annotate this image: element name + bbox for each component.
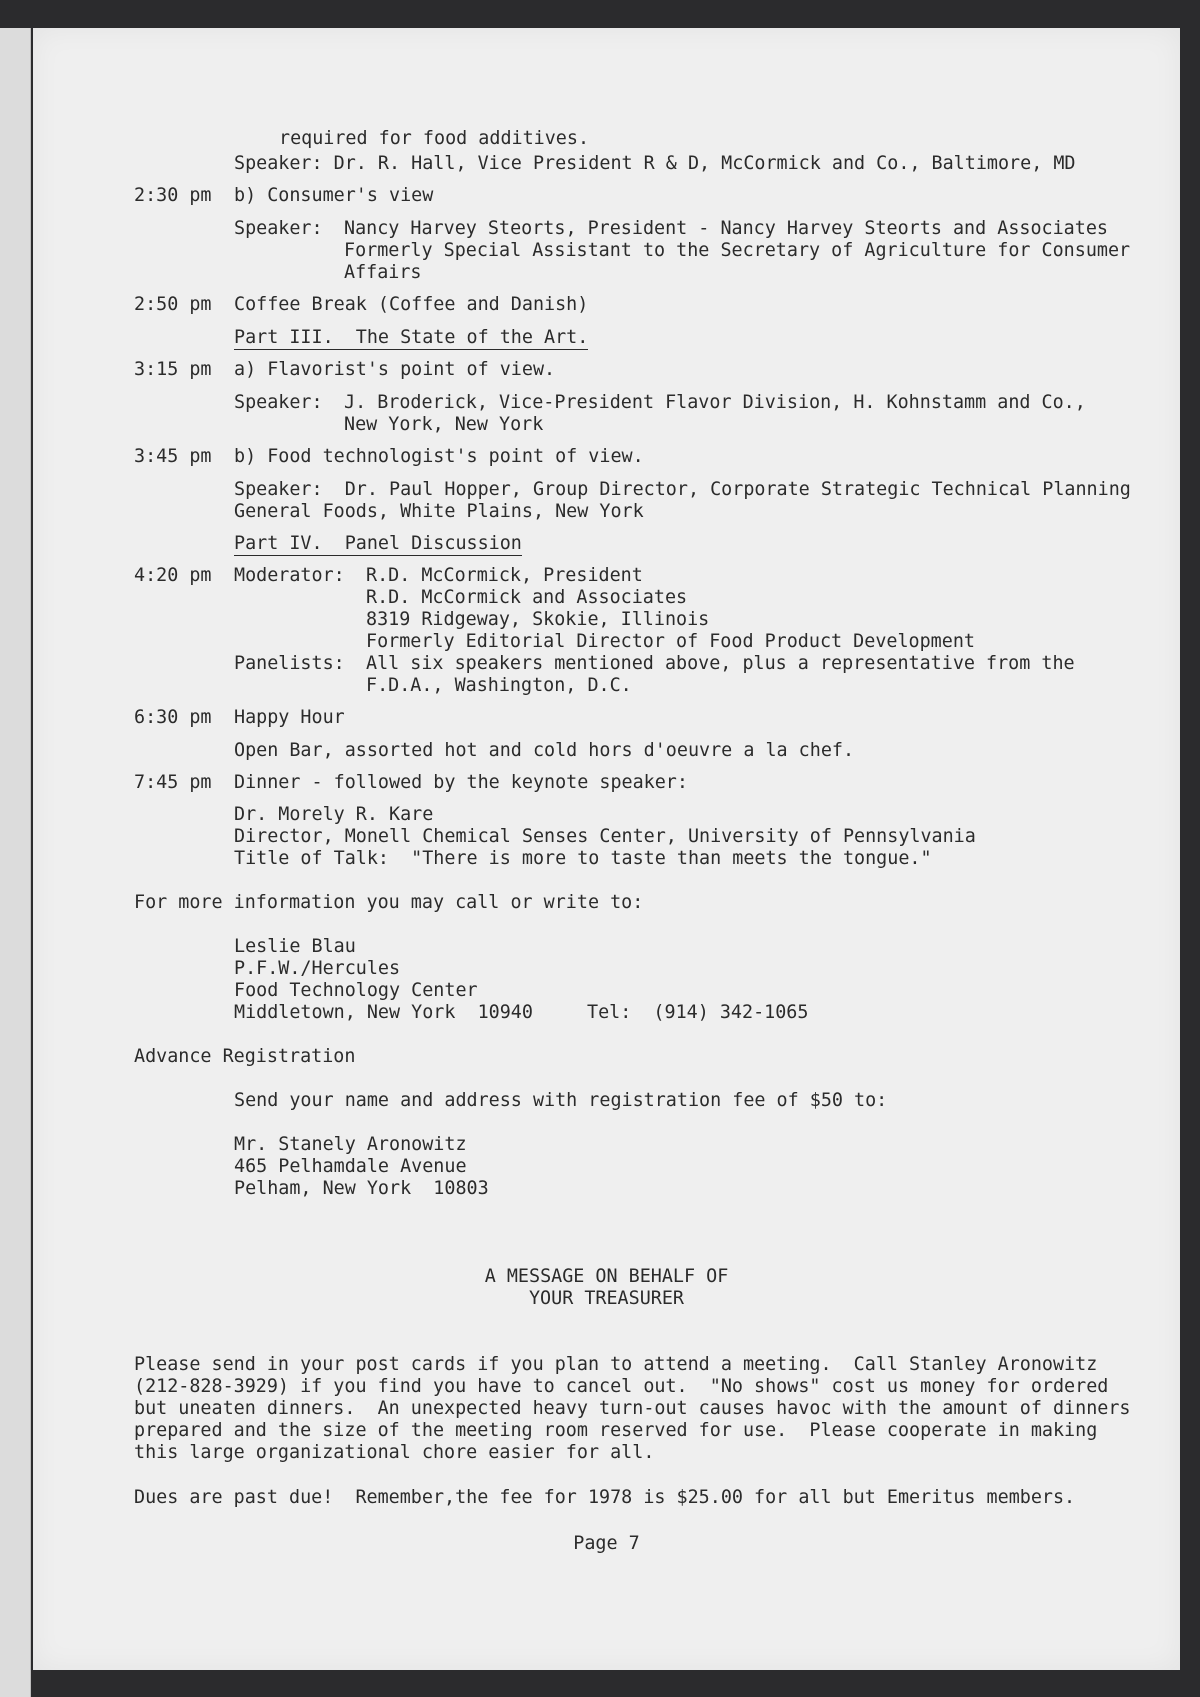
time-315: 3:15 pm [134,359,212,380]
moderator-l4: Formerly Editorial Director of Food Product Development [366,631,975,652]
continued-text: required for food additives. [279,128,590,149]
speaker-broderick-l1: J. Broderick, Vice-President Flavor Division, H. Kohnstamm and Co., [344,392,1086,413]
keynote-title: Director, Monell Chemical Senses Center, University of Pennsylvania [234,826,976,847]
treasurer-para-l3: but uneaten dinners. An unexpected heavy turn-out causes havoc with the amount of dinners [134,1398,1131,1419]
panelists-label: Panelists: [234,653,345,674]
treasurer-para-l2: (212-828-3929) if you find you have to cancel out. "No shows" cost us money for ordered [134,1376,1109,1397]
treasurer-para-l1: Please send in your post cards if you plan to attend a meeting. Call Stanley Aronowitz [134,1354,1098,1375]
time-345: 3:45 pm [134,446,212,467]
info-tel: Tel: (914) 342-1065 [587,1002,809,1023]
part-iii-heading [234,327,588,349]
happy-hour-detail: Open Bar, assorted hot and cold hors d'oeuvre a la chef. [234,740,855,761]
info-name: Leslie Blau [234,936,356,957]
moderator-l3: 8319 Ridgeway, Skokie, Illinois [366,609,710,630]
registration-city: Pelham, New York 10803 [234,1178,489,1199]
binding-edge [0,28,31,1697]
time-630: 6:30 pm [134,707,212,728]
page-number: Page 7 [573,1533,640,1554]
treasurer-para-l5: this large organizational chore easier for all. [134,1442,655,1463]
moderator-l1: R.D. McCormick, President [366,565,643,586]
treasurer-title-l1: A MESSAGE ON BEHALF OF [484,1266,729,1287]
time-230: 2:30 pm [134,185,212,206]
registration-street: 465 Pelhamdale Avenue [234,1156,467,1177]
registration-instruction: Send your name and address with registration fee of $50 to: [234,1090,888,1111]
treasurer-title-l2: YOUR TREASURER [528,1288,684,1309]
info-heading: For more information you may call or write to: [134,892,644,913]
speaker-hopper-l1: Speaker: Dr. Paul Hopper, Group Director, Corporate Strategic Technical Planning [234,479,1131,500]
speaker-hopper-l2: General Foods, White Plains, New York [234,501,644,522]
item-consumer-view: b) Consumer's view [234,185,434,206]
item-happy-hour: Happy Hour [234,707,345,728]
part-iv-text: Part IV. Panel Discussion [234,533,522,554]
speaker-broderick-l2: New York, New York [344,414,544,435]
speaker-label: Speaker: [234,392,323,413]
part-iv-heading [234,533,522,555]
time-745: 7:45 pm [134,772,212,793]
speaker-label: Speaker: [234,218,323,239]
keynote-talk: Title of Talk: "There is more to taste than meets the tongue." [234,848,932,869]
time-420: 4:20 pm [134,565,212,586]
info-org: P.F.W./Hercules [234,958,401,979]
registration-heading: Advance Registration [134,1046,356,1067]
panelists-l2: F.D.A., Washington, D.C. [366,675,632,696]
info-center: Food Technology Center [234,980,478,1001]
item-flavorist: a) Flavorist's point of view. [234,359,556,380]
item-food-technologist: b) Food technologist's point of view. [234,446,644,467]
info-city: Middletown, New York 10940 [234,1002,533,1023]
part-iii-text: Part III. The State of the Art. [234,327,589,348]
speaker-steorts-l3: Affairs [344,262,422,283]
panelists-l1: All six speakers mentioned above, plus a representative from the [366,653,1075,674]
speaker-steorts-l2: Formerly Special Assistant to the Secretary of Agriculture for Consumer [344,240,1131,261]
item-dinner: Dinner - followed by the keynote speaker: [234,772,688,793]
moderator-label: Moderator: [234,565,345,586]
time-250: 2:50 pm [134,294,212,315]
keynote-name: Dr. Morely R. Kare [234,804,434,825]
registration-name: Mr. Stanely Aronowitz [234,1134,467,1155]
dues-notice: Dues are past due! Remember,the fee for 1978 is $25.00 for all but Emeritus members. [134,1487,1076,1508]
moderator-l2: R.D. McCormick and Associates [366,587,688,608]
treasurer-para-l4: prepared and the size of the meeting room reserved for use. Please cooperate in making [134,1420,1098,1441]
speaker-steorts-l1: Nancy Harvey Steorts, President - Nancy Harvey Steorts and Associates [344,218,1108,239]
document-page [33,28,1180,1670]
item-coffee-break: Coffee Break (Coffee and Danish) [234,294,589,315]
speaker-hall: Speaker: Dr. R. Hall, Vice President R & D, McCormick and Co., Baltimore, MD [234,153,1076,174]
